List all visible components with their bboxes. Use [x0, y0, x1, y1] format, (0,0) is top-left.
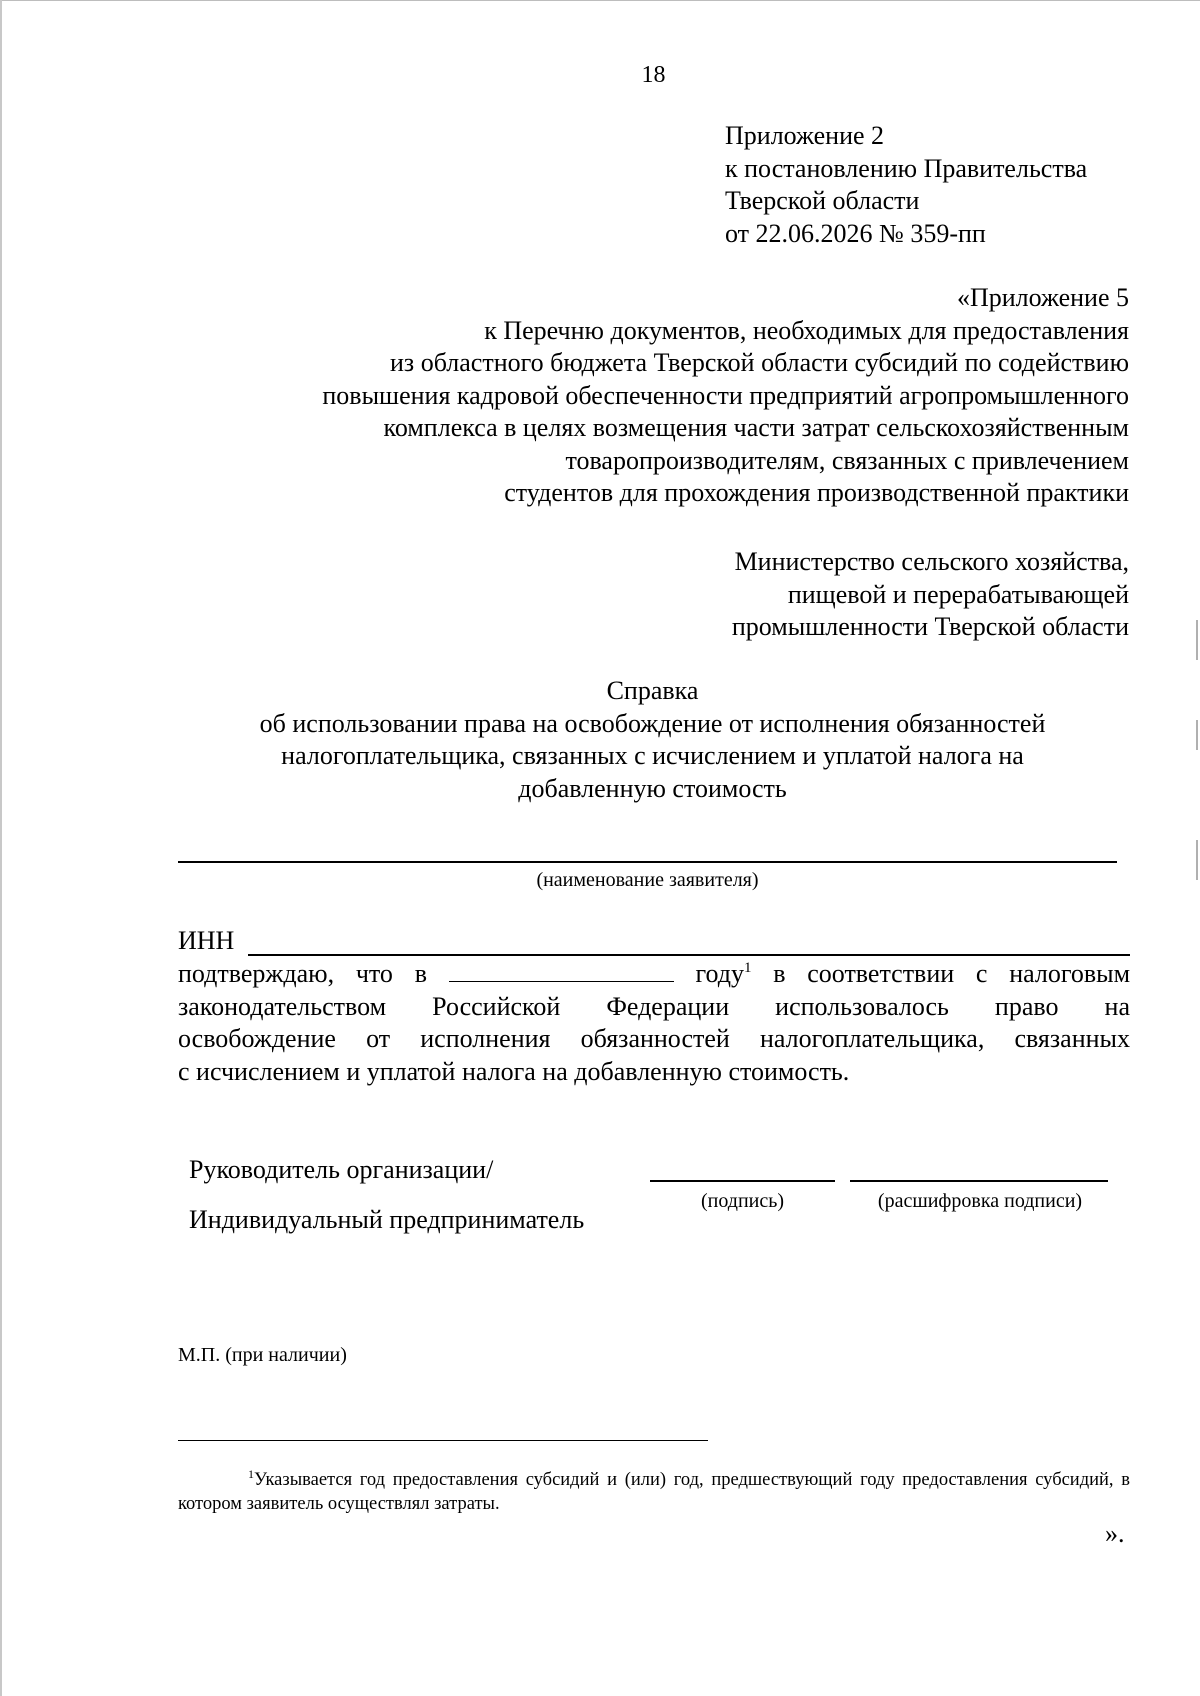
appendix-decree: к постановлению Правительства — [725, 153, 1088, 183]
applicant-name-line[interactable] — [178, 861, 1117, 863]
year-field-line[interactable] — [449, 959, 674, 982]
inn-field-line[interactable] — [248, 954, 1130, 956]
addressee-line: пищевой и перерабатывающей — [787, 579, 1129, 609]
applicant-name-caption: (наименование заявителя) — [536, 869, 759, 891]
certificate-subtitle-line: добавленную стоимость — [518, 773, 787, 803]
confirmation-line-4: с исчислением и уплатой налога на добавленную стоимость. — [178, 1056, 850, 1086]
appendix-title: Приложение 2 — [725, 121, 885, 150]
footnote — [178, 1468, 1130, 1516]
scan-edge-mark — [1196, 840, 1198, 880]
confirmation-line-3: освобождение от исполнения обязанностей налогоплательщика, связанных — [178, 1024, 1130, 1053]
closing-quote: ». — [1105, 1519, 1125, 1548]
addressee-block — [529, 546, 1129, 644]
footnote-mark: 1 — [248, 1467, 254, 1481]
appendix-date-number: от 22.06.2026 № 359-пп — [725, 218, 986, 248]
annex-text-line: к Перечню документов, необходимых для предоставления — [484, 315, 1129, 345]
scan-left-border — [0, 0, 2, 1696]
confirmation-line-1: подтверждаю, что в году$^1$ в соответствии с налоговым — [178, 959, 1131, 988]
signature-caption: (подпись) — [700, 1190, 785, 1212]
certificate-heading — [180, 675, 1125, 805]
appendix-header — [725, 120, 1087, 250]
annex-text-line: студентов для прохождения производственной практики — [504, 478, 1129, 507]
annex-header — [129, 282, 1129, 510]
annex-text-line: повышения кадровой обеспеченности предприятий агропромышленного — [322, 380, 1129, 410]
signatory-role-line-1: Руководитель организации/ — [189, 1155, 494, 1184]
signature-decryption-caption: (расшифровка подписи) — [877, 1190, 1083, 1212]
annex-text-line: комплекса в целях возмещения части затрат сельскохозяйственным — [383, 413, 1129, 442]
annex-text-line: из областного бюджета Тверской области субсидий по содействию — [390, 348, 1129, 377]
inn-label: ИНН — [178, 926, 235, 955]
page-number: 18 — [641, 62, 666, 88]
signature-field-line[interactable] — [650, 1180, 835, 1182]
annex-text-line: товаропроизводителям, связанных с привлечением — [565, 445, 1129, 475]
scan-edge-mark — [1196, 620, 1198, 660]
stamp-place-label: М.П. (при наличии) — [178, 1344, 347, 1366]
signature-decryption-field-line[interactable] — [850, 1180, 1108, 1182]
certificate-subtitle-line: налогоплательщика, связанных с исчислением и уплатой налога на — [281, 741, 1024, 770]
addressee-line: промышленности Тверской области — [731, 612, 1129, 641]
certificate-subtitle-line: об использовании права на освобождение от исполнения обязанностей — [259, 708, 1046, 738]
scan-edge-mark — [1196, 720, 1198, 750]
addressee-line: Министерство сельского хозяйства, — [734, 547, 1129, 576]
annex-title: «Приложение 5 — [956, 283, 1129, 312]
signatory-role-line-2: Индивидуальный предприниматель — [189, 1205, 585, 1234]
footnote-separator — [178, 1440, 708, 1441]
scan-top-border — [0, 0, 1200, 1]
footnote-text: Указывается год предоставления субсидий и (или) год, предшествующий году предоставления субсидий, в котором заявитель осуществлял затраты. — [178, 1470, 1130, 1514]
footnote-reference: 1 — [743, 960, 752, 976]
certificate-title: Справка — [606, 676, 699, 705]
appendix-region: Тверской области — [725, 186, 920, 215]
confirmation-paragraph — [178, 958, 1130, 1088]
confirmation-line-2: законодательством Российской Федерации использовалось право на — [178, 991, 1130, 1021]
